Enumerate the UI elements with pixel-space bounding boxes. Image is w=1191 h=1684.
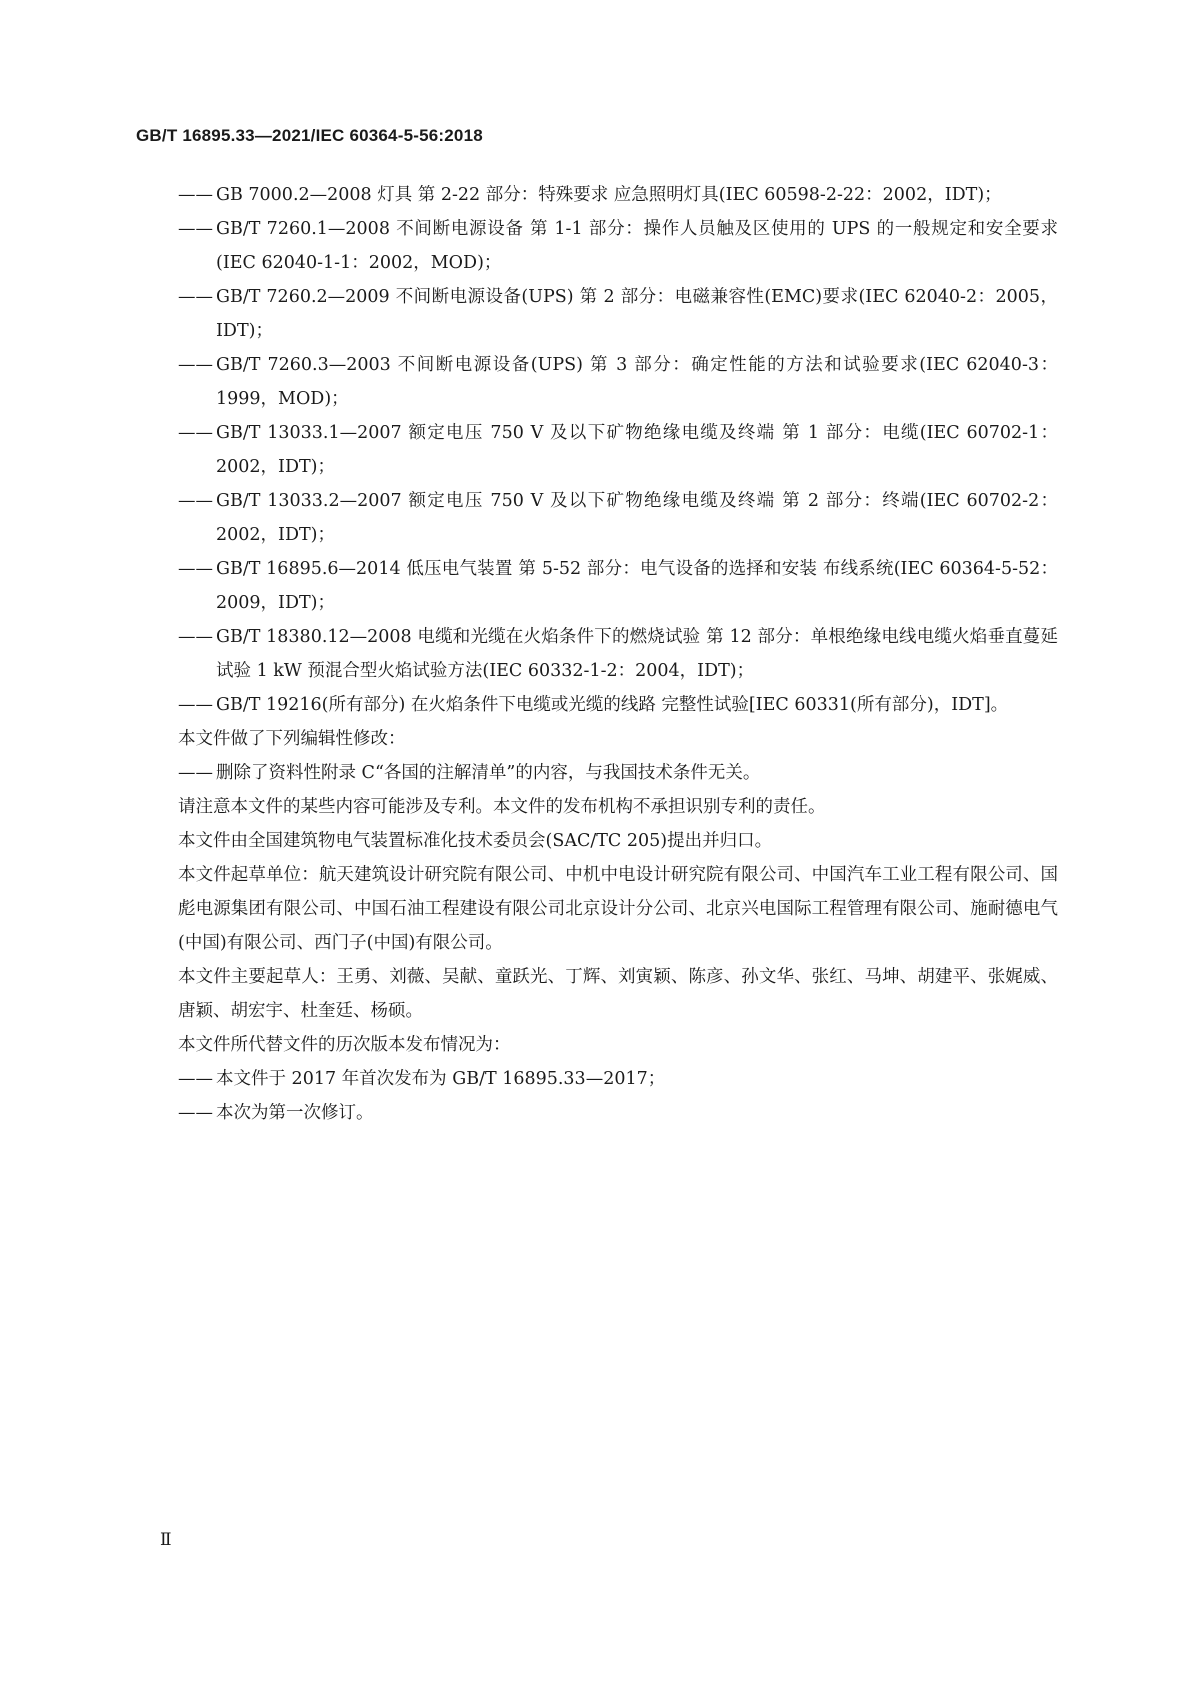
list-dash: —— xyxy=(178,185,213,205)
list-dash: —— xyxy=(178,763,213,783)
reference-text: GB 7000.2—2008 灯具 第 2-22 部分：特殊要求 应急照明灯具(IEC 60598-2-22：2002，IDT)； xyxy=(216,185,1002,205)
reference-item xyxy=(178,416,1058,484)
reference-text: GB/T 13033.2—2007 额定电压 750 V 及以下矿物绝缘电缆及终端 第 2 部分：终端(IEC 60702-2：2002，IDT)； xyxy=(216,491,1058,545)
reference-item xyxy=(178,178,1058,212)
list-dash: —— xyxy=(178,695,213,715)
reference-text: GB/T 18380.12—2008 电缆和光缆在火焰条件下的燃烧试验 第 12 部分：单根绝缘电线电缆火焰垂直蔓延试验 1 kW 预混合型火焰试验方法(IEC 60332-1-2：2004，IDT)； xyxy=(216,627,1058,681)
document-body xyxy=(178,178,1058,1130)
history-item xyxy=(178,1096,1058,1130)
list-dash: —— xyxy=(178,287,213,307)
reference-text: GB/T 7260.1—2008 不间断电源设备 第 1-1 部分：操作人员触及区使用的 UPS 的一般规定和安全要求(IEC 62040-1-1：2002，MOD)； xyxy=(216,219,1058,273)
standard-number-header: GB/T 16895.33—2021/IEC 60364-5-56:2018 xyxy=(136,126,483,145)
editorial-intro: 本文件做了下列编辑性修改： xyxy=(178,729,406,749)
list-dash: —— xyxy=(178,559,213,579)
list-dash: —— xyxy=(178,355,213,375)
history-text: 本文件于 2017 年首次发布为 GB/T 16895.33—2017； xyxy=(216,1069,666,1089)
history-text: 本次为第一次修订。 xyxy=(216,1103,374,1123)
reference-item xyxy=(178,212,1058,280)
reference-text: GB/T 7260.3—2003 不间断电源设备(UPS) 第 3 部分：确定性能的方法和试验要求(IEC 62040-3：1999，MOD)； xyxy=(216,355,1058,409)
drafting-units: 本文件起草单位：航天建筑设计研究院有限公司、中机中电设计研究院有限公司、中国汽车工业工程有限公司、国彪电源集团有限公司、中国石油工程建设有限公司北京设计分公司、北京兴电国际工程管理有限公司、施耐德电气(中国)有限公司、西门子(中国)有限公司。 xyxy=(178,865,1058,953)
reference-item xyxy=(178,280,1058,348)
history-item xyxy=(178,1062,1058,1096)
page-number: Ⅱ xyxy=(160,1530,172,1550)
list-dash: —— xyxy=(178,491,213,511)
patent-notice: 请注意本文件的某些内容可能涉及专利。本文件的发布机构不承担识别专利的责任。 xyxy=(178,797,826,817)
list-dash: —— xyxy=(178,1103,213,1123)
list-dash: —— xyxy=(178,219,213,239)
reference-text: GB/T 16895.6—2014 低压电气装置 第 5-52 部分：电气设备的选择和安装 布线系统(IEC 60364-5-52：2009，IDT)； xyxy=(216,559,1058,613)
reference-item xyxy=(178,484,1058,552)
list-dash: —— xyxy=(178,627,213,647)
drafters: 本文件主要起草人：王勇、刘薇、吴献、童跃光、丁辉、刘寅颖、陈彦、孙文华、张红、马坤、胡建平、张娓威、唐颖、胡宏宇、杜奎廷、杨硕。 xyxy=(178,967,1058,1021)
list-dash: —— xyxy=(178,423,213,443)
proposer-statement: 本文件由全国建筑物电气装置标准化技术委员会(SAC/TC 205)提出并归口。 xyxy=(178,831,773,851)
reference-item xyxy=(178,688,1058,722)
editorial-text: 删除了资料性附录 C“各国的注解清单”的内容，与我国技术条件无关。 xyxy=(216,763,761,783)
editorial-item xyxy=(178,756,1058,790)
reference-item xyxy=(178,348,1058,416)
reference-text: GB/T 19216(所有部分) 在火焰条件下电缆或光缆的线路 完整性试验[IEC 60331(所有部分)，IDT]。 xyxy=(216,695,1009,715)
list-dash: —— xyxy=(178,1069,213,1089)
reference-item xyxy=(178,552,1058,620)
reference-text: GB/T 13033.1—2007 额定电压 750 V 及以下矿物绝缘电缆及终端 第 1 部分：电缆(IEC 60702-1：2002，IDT)； xyxy=(216,423,1058,477)
history-intro: 本文件所代替文件的历次版本发布情况为： xyxy=(178,1035,511,1055)
reference-text: GB/T 7260.2—2009 不间断电源设备(UPS) 第 2 部分：电磁兼容性(EMC)要求(IEC 62040-2：2005，IDT)； xyxy=(216,287,1058,341)
reference-item xyxy=(178,620,1058,688)
